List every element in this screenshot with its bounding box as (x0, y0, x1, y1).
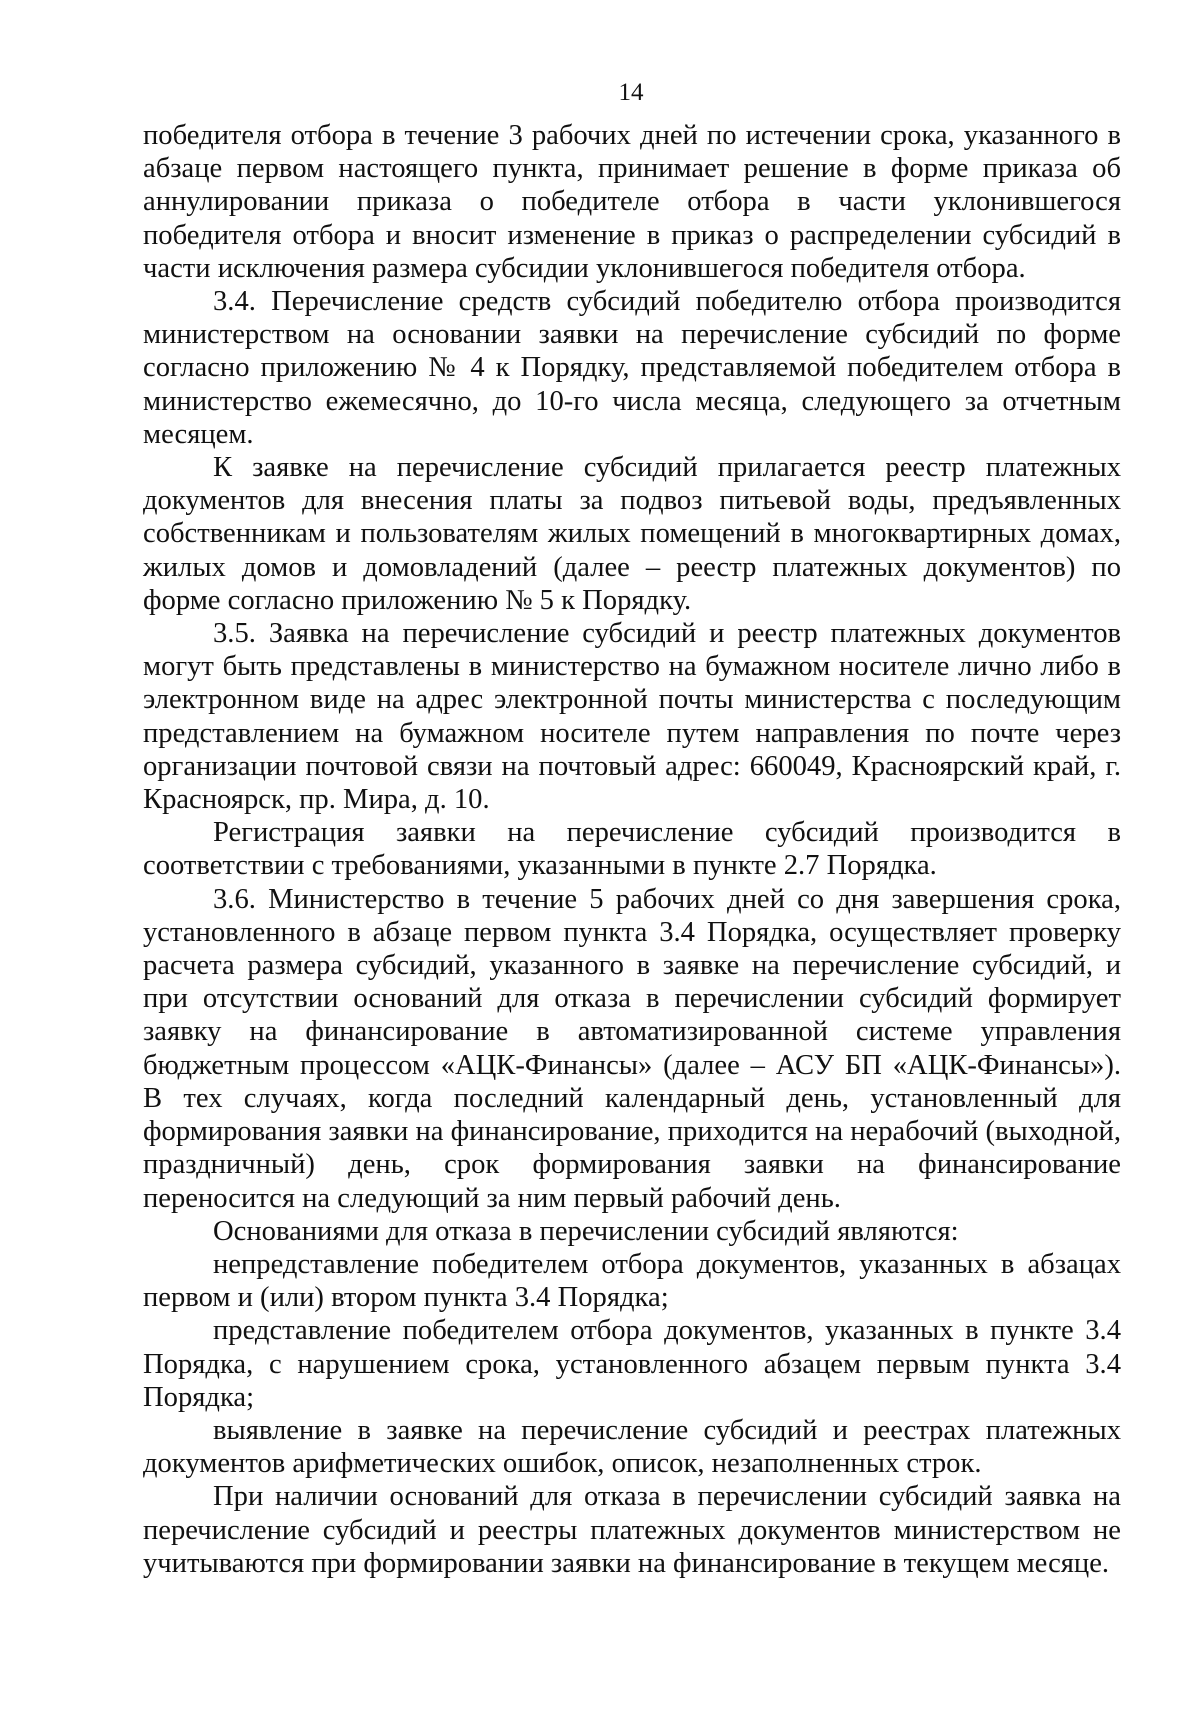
paragraph-registration: Регистрация заявки на перечисление субсидий производится в соответствии с требованиями, указанными в пункте 2.7 Порядка. (143, 817, 1121, 882)
paragraph-3-6: 3.6. Министерство в течение 5 рабочих дней со дня завершения срока, установленного в абзаце первом пункта 3.4 Порядка, осуществляет проверку расчета размера субсидий, указанного в заявке на перечисление субсидий, и при отсутствии оснований для отказа в перечислении субсидий формирует заявку на финансирование в автоматизированной системе управления бюджетным процессом «АЦК-Финансы» (далее – АСУ БП «АЦК-Финансы»). В тех случаях, когда последний календарный день, установленный для формирования заявки на финансирование, приходится на нерабочий (выходной, праздничный) день, срок формирования заявки на финансирование переносится на следующий за ним первый рабочий день. (143, 883, 1121, 1214)
paragraph-3-5: 3.5. Заявка на перечисление субсидий и реестр платежных документов могут быть представлены в министерство на бумажном носителе лично либо в электронном виде на адрес электронной почты министерства с последующим представлением на бумажном носителе путем направления по почте через организации почтовой связи на почтовый адрес: 660049, Красноярский край, г. Красноярск, пр. Мира, д. 10. (143, 618, 1121, 816)
paragraph-refusal-grounds: Основаниями для отказа в перечислении субсидий являются: (213, 1215, 959, 1247)
page-number: 14 (618, 79, 644, 106)
paragraph-ground-late-submission: представление победителем отбора документов, указанных в пункте 3.4 Порядка, с нарушением срока, установленного абзацем первым пункта 3.4 Порядка; (143, 1315, 1121, 1413)
paragraph-registry-attachment: К заявке на перечисление субсидий прилагается реестр платежных документов для внесения платы за подвоз питьевой воды, предъявленных собственникам и пользователям жилых помещений в многоквартирных домах, жилых домов и домовладений (далее – реестр платежных документов) по форме согласно приложению № 5 к Порядку. (143, 452, 1121, 616)
paragraph-3-4: 3.4. Перечисление средств субсидий победителю отбора производится министерством на основании заявки на перечисление субсидий по форме согласно приложению № 4 к Порядку, представляемой победителем отбора в министерство ежемесячно, до 10-го числа месяца, следующего за отчетным месяцем. (143, 286, 1121, 450)
paragraph-continuation: победителя отбора в течение 3 рабочих дней по истечении срока, указанного в абзаце первом настоящего пункта, принимает решение в форме приказа об аннулировании приказа о победителе отбора в части уклонившегося победителя отбора и вносит изменение в приказ о распределении субсидий в части исключения размера субсидии уклонившегося победителя отбора. (143, 120, 1121, 284)
paragraph-refusal-consequence: При наличии оснований для отказа в перечислении субсидий заявка на перечисление субсидий и реестры платежных документов министерством не учитываются при формировании заявки на финансирование в текущем месяце. (143, 1481, 1121, 1579)
paragraph-ground-errors: выявление в заявке на перечисление субсидий и реестрах платежных документов арифметических ошибок, описок, незаполненных строк. (143, 1414, 1121, 1480)
document-body (143, 119, 1121, 1580)
paragraph-ground-nonsubmission: непредставление победителем отбора документов, указанных в абзацах первом и (или) втором пункта 3.4 Порядка; (143, 1248, 1121, 1314)
